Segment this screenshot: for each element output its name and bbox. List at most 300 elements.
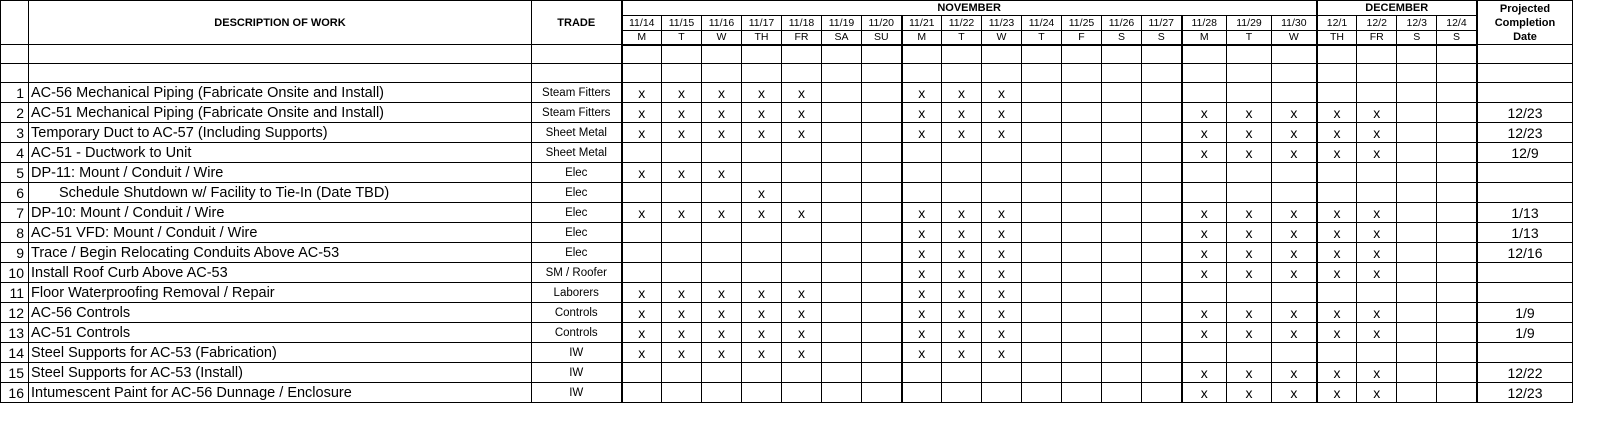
schedule-mark: x bbox=[902, 323, 942, 343]
schedule-mark: x bbox=[742, 303, 782, 323]
date-header: 11/16 bbox=[702, 16, 742, 31]
row-number: 13 bbox=[1, 323, 29, 343]
blank-cell bbox=[662, 45, 702, 64]
schedule-cell bbox=[1022, 263, 1062, 283]
schedule-cell bbox=[822, 323, 862, 343]
day-of-week-header: M bbox=[622, 31, 662, 45]
schedule-cell bbox=[862, 223, 902, 243]
schedule-cell bbox=[862, 183, 902, 203]
schedule-cell bbox=[1227, 343, 1272, 363]
blank-cell bbox=[1182, 45, 1227, 64]
row-number: 16 bbox=[1, 383, 29, 403]
schedule-mark: x bbox=[982, 243, 1022, 263]
schedule-cell bbox=[1437, 143, 1477, 163]
date-header: 11/25 bbox=[1062, 16, 1102, 31]
schedule-mark: x bbox=[902, 343, 942, 363]
schedule-cell bbox=[1062, 323, 1102, 343]
schedule-cell bbox=[1317, 183, 1357, 203]
trade-cell: SM / Roofer bbox=[532, 263, 622, 283]
schedule-mark: x bbox=[1357, 203, 1397, 223]
blank-cell bbox=[862, 64, 902, 83]
table-row bbox=[1, 363, 1573, 383]
schedule-cell bbox=[1142, 163, 1182, 183]
blank-cell bbox=[29, 64, 532, 83]
trade-cell: IW bbox=[532, 343, 622, 363]
schedule-cell bbox=[862, 363, 902, 383]
schedule-mark: x bbox=[982, 323, 1022, 343]
schedule-cell bbox=[1142, 83, 1182, 103]
schedule-mark: x bbox=[782, 323, 822, 343]
schedule-mark: x bbox=[1227, 123, 1272, 143]
blank-cell bbox=[1357, 64, 1397, 83]
schedule-cell bbox=[1102, 383, 1142, 403]
schedule-cell bbox=[1102, 283, 1142, 303]
schedule-cell bbox=[982, 143, 1022, 163]
schedule-mark: x bbox=[942, 323, 982, 343]
schedule-cell bbox=[982, 183, 1022, 203]
schedule-cell bbox=[1437, 223, 1477, 243]
schedule-mark: x bbox=[1272, 103, 1317, 123]
schedule-mark: x bbox=[742, 343, 782, 363]
schedule-cell bbox=[1022, 103, 1062, 123]
day-of-week-header: W bbox=[702, 31, 742, 45]
completion-date bbox=[1477, 343, 1573, 363]
schedule-cell bbox=[822, 183, 862, 203]
schedule-mark: x bbox=[1317, 103, 1357, 123]
blank-cell bbox=[782, 45, 822, 64]
schedule-mark: x bbox=[1182, 123, 1227, 143]
schedule-cell bbox=[622, 223, 662, 243]
blank-cell bbox=[942, 45, 982, 64]
month-header: NOVEMBER bbox=[622, 1, 1317, 16]
projected-header-line: Projected bbox=[1499, 2, 1551, 15]
schedule-mark: x bbox=[942, 103, 982, 123]
blank-cell bbox=[1062, 45, 1102, 64]
schedule-cell bbox=[1397, 383, 1437, 403]
blank-cell bbox=[702, 64, 742, 83]
schedule-cell bbox=[1357, 163, 1397, 183]
projected-completion-header bbox=[1477, 1, 1573, 45]
schedule-cell bbox=[662, 223, 702, 243]
schedule-mark: x bbox=[1182, 303, 1227, 323]
trade-cell: Steam Fitters bbox=[532, 103, 622, 123]
blank-cell bbox=[1227, 64, 1272, 83]
trade-header: TRADE bbox=[532, 1, 622, 45]
schedule-cell bbox=[742, 263, 782, 283]
schedule-cell bbox=[1022, 163, 1062, 183]
work-description: AC-56 Mechanical Piping (Fabricate Onsite and Install) bbox=[29, 83, 532, 103]
blank-cell bbox=[1317, 45, 1357, 64]
schedule-mark: x bbox=[1227, 383, 1272, 403]
schedule-mark: x bbox=[662, 203, 702, 223]
schedule-cell bbox=[782, 363, 822, 383]
row-number: 8 bbox=[1, 223, 29, 243]
schedule-mark: x bbox=[742, 103, 782, 123]
trade-cell: Steam Fitters bbox=[532, 83, 622, 103]
blank-cell bbox=[1272, 64, 1317, 83]
table-row bbox=[1, 263, 1573, 283]
blank-cell bbox=[1437, 64, 1477, 83]
schedule-cell bbox=[1102, 303, 1142, 323]
table-row bbox=[1, 303, 1573, 323]
schedule-cell bbox=[1022, 203, 1062, 223]
schedule-cell bbox=[862, 283, 902, 303]
schedule-cell bbox=[1102, 243, 1142, 263]
day-of-week-header: SU bbox=[862, 31, 902, 45]
schedule-mark: x bbox=[1182, 203, 1227, 223]
blank-cell bbox=[742, 64, 782, 83]
schedule-mark: x bbox=[662, 103, 702, 123]
schedule-mark: x bbox=[782, 303, 822, 323]
schedule-cell bbox=[982, 163, 1022, 183]
schedule-mark: x bbox=[1357, 143, 1397, 163]
schedule-cell bbox=[862, 383, 902, 403]
schedule-mark: x bbox=[1272, 383, 1317, 403]
num-header bbox=[1, 1, 29, 45]
blank-cell bbox=[1022, 64, 1062, 83]
schedule-mark: x bbox=[1182, 323, 1227, 343]
schedule-cell bbox=[1397, 203, 1437, 223]
blank-cell bbox=[1477, 45, 1573, 64]
schedule-mark: x bbox=[702, 283, 742, 303]
schedule-cell bbox=[1022, 223, 1062, 243]
schedule-mark: x bbox=[1317, 123, 1357, 143]
trade-cell: Elec bbox=[532, 183, 622, 203]
schedule-cell bbox=[742, 383, 782, 403]
schedule-mark: x bbox=[702, 203, 742, 223]
schedule-cell bbox=[622, 183, 662, 203]
schedule-cell bbox=[1317, 83, 1357, 103]
schedule-cell bbox=[1397, 283, 1437, 303]
schedule-cell bbox=[1437, 383, 1477, 403]
schedule-cell bbox=[782, 263, 822, 283]
schedule-cell bbox=[782, 183, 822, 203]
schedule-cell bbox=[662, 243, 702, 263]
schedule-cell bbox=[1397, 323, 1437, 343]
row-number: 10 bbox=[1, 263, 29, 283]
row-number: 14 bbox=[1, 343, 29, 363]
schedule-cell bbox=[1397, 243, 1437, 263]
blank-cell bbox=[1357, 45, 1397, 64]
row-number: 2 bbox=[1, 103, 29, 123]
schedule-mark: x bbox=[902, 303, 942, 323]
schedule-cell bbox=[662, 183, 702, 203]
schedule-cell bbox=[1272, 83, 1317, 103]
blank-cell bbox=[702, 45, 742, 64]
schedule-cell bbox=[782, 143, 822, 163]
schedule-cell bbox=[1102, 103, 1142, 123]
schedule-cell bbox=[1062, 223, 1102, 243]
table-row bbox=[1, 203, 1573, 223]
schedule-mark: x bbox=[902, 83, 942, 103]
schedule-cell bbox=[1357, 183, 1397, 203]
schedule-cell bbox=[1397, 143, 1437, 163]
schedule-cell bbox=[742, 163, 782, 183]
date-header: 11/27 bbox=[1142, 16, 1182, 31]
schedule-cell bbox=[1062, 143, 1102, 163]
schedule-mark: x bbox=[622, 283, 662, 303]
blank-cell bbox=[742, 45, 782, 64]
schedule-cell bbox=[862, 303, 902, 323]
schedule-mark: x bbox=[1227, 203, 1272, 223]
schedule-mark: x bbox=[982, 263, 1022, 283]
blank-cell bbox=[942, 64, 982, 83]
day-of-week-header: S bbox=[1437, 31, 1477, 45]
table-row bbox=[1, 83, 1573, 103]
blank-cell bbox=[662, 64, 702, 83]
work-description: AC-51 VFD: Mount / Conduit / Wire bbox=[29, 223, 532, 243]
blank-cell bbox=[822, 45, 862, 64]
schedule-cell bbox=[1397, 103, 1437, 123]
date-header: 11/24 bbox=[1022, 16, 1062, 31]
schedule-mark: x bbox=[1272, 123, 1317, 143]
schedule-cell bbox=[1062, 183, 1102, 203]
schedule-mark: x bbox=[982, 203, 1022, 223]
trade-cell: Laborers bbox=[532, 283, 622, 303]
schedule-mark: x bbox=[622, 103, 662, 123]
date-header: 12/2 bbox=[1357, 16, 1397, 31]
schedule-cell bbox=[1317, 343, 1357, 363]
schedule-mark: x bbox=[942, 83, 982, 103]
completion-date: 1/13 bbox=[1477, 203, 1573, 223]
day-of-week-header: T bbox=[1022, 31, 1062, 45]
schedule-cell bbox=[742, 243, 782, 263]
schedule-mark: x bbox=[702, 343, 742, 363]
schedule-mark: x bbox=[1272, 263, 1317, 283]
schedule-cell bbox=[822, 163, 862, 183]
schedule-cell bbox=[862, 143, 902, 163]
schedule-cell bbox=[1397, 123, 1437, 143]
schedule-cell bbox=[622, 363, 662, 383]
schedule-cell bbox=[1317, 283, 1357, 303]
schedule-mark: x bbox=[942, 223, 982, 243]
schedule-mark: x bbox=[1317, 303, 1357, 323]
schedule-cell bbox=[1182, 283, 1227, 303]
schedule-cell bbox=[622, 383, 662, 403]
schedule-cell bbox=[1142, 343, 1182, 363]
schedule-cell bbox=[1437, 103, 1477, 123]
schedule-cell bbox=[1062, 203, 1102, 223]
table-row bbox=[1, 143, 1573, 163]
schedule-cell bbox=[822, 143, 862, 163]
schedule-cell bbox=[1272, 163, 1317, 183]
schedule-mark: x bbox=[1182, 383, 1227, 403]
trade-cell: Elec bbox=[532, 243, 622, 263]
schedule-mark: x bbox=[1227, 143, 1272, 163]
blank-cell bbox=[1062, 64, 1102, 83]
trade-cell: Elec bbox=[532, 163, 622, 183]
schedule-cell bbox=[822, 83, 862, 103]
schedule-cell bbox=[702, 383, 742, 403]
work-description: DP-10: Mount / Conduit / Wire bbox=[29, 203, 532, 223]
day-of-week-header: W bbox=[982, 31, 1022, 45]
schedule-cell bbox=[862, 323, 902, 343]
schedule-cell bbox=[662, 263, 702, 283]
schedule-cell bbox=[1437, 323, 1477, 343]
date-header: 12/4 bbox=[1437, 16, 1477, 31]
table-row bbox=[1, 223, 1573, 243]
day-of-week-header: T bbox=[942, 31, 982, 45]
schedule-mark: x bbox=[1357, 323, 1397, 343]
completion-date: 12/23 bbox=[1477, 383, 1573, 403]
schedule-mark: x bbox=[1182, 263, 1227, 283]
schedule-cell bbox=[902, 143, 942, 163]
schedule-mark: x bbox=[742, 203, 782, 223]
trade-cell: Controls bbox=[532, 303, 622, 323]
work-description: Intumescent Paint for AC-56 Dunnage / Enclosure bbox=[29, 383, 532, 403]
blank-cell bbox=[822, 64, 862, 83]
work-description: Schedule Shutdown w/ Facility to Tie-In (Date TBD) bbox=[29, 183, 532, 203]
schedule-cell bbox=[1142, 203, 1182, 223]
schedule-mark: x bbox=[662, 283, 702, 303]
trade-cell: IW bbox=[532, 383, 622, 403]
blank-cell bbox=[1397, 45, 1437, 64]
day-of-week-header: T bbox=[1227, 31, 1272, 45]
schedule-cell bbox=[782, 383, 822, 403]
date-header: 11/29 bbox=[1227, 16, 1272, 31]
schedule-cell bbox=[1437, 183, 1477, 203]
schedule-mark: x bbox=[1182, 103, 1227, 123]
schedule-mark: x bbox=[1317, 223, 1357, 243]
schedule-mark: x bbox=[1182, 143, 1227, 163]
schedule-cell bbox=[702, 183, 742, 203]
date-header: 11/30 bbox=[1272, 16, 1317, 31]
schedule-cell bbox=[822, 223, 862, 243]
schedule-cell bbox=[822, 283, 862, 303]
schedule-mark: x bbox=[1317, 243, 1357, 263]
schedule-cell bbox=[1272, 343, 1317, 363]
date-header: 11/18 bbox=[782, 16, 822, 31]
schedule-cell bbox=[1437, 203, 1477, 223]
row-number: 5 bbox=[1, 163, 29, 183]
schedule-mark: x bbox=[1227, 363, 1272, 383]
day-of-week-header: S bbox=[1397, 31, 1437, 45]
schedule-cell bbox=[1182, 83, 1227, 103]
schedule-mark: x bbox=[902, 243, 942, 263]
completion-date: 12/22 bbox=[1477, 363, 1573, 383]
schedule-cell bbox=[822, 123, 862, 143]
schedule-cell bbox=[742, 223, 782, 243]
schedule-mark: x bbox=[902, 263, 942, 283]
schedule-cell bbox=[1102, 203, 1142, 223]
schedule-mark: x bbox=[1272, 303, 1317, 323]
blank-cell bbox=[532, 45, 622, 64]
description-header: DESCRIPTION OF WORK bbox=[29, 1, 532, 45]
schedule-mark: x bbox=[1272, 323, 1317, 343]
schedule-mark: x bbox=[702, 303, 742, 323]
blank-cell bbox=[1142, 64, 1182, 83]
blank-cell bbox=[1142, 45, 1182, 64]
schedule-cell bbox=[1102, 183, 1142, 203]
date-header: 11/23 bbox=[982, 16, 1022, 31]
work-description: Floor Waterproofing Removal / Repair bbox=[29, 283, 532, 303]
work-description: Install Roof Curb Above AC-53 bbox=[29, 263, 532, 283]
schedule-cell bbox=[1182, 163, 1227, 183]
blank-cell bbox=[1102, 64, 1142, 83]
completion-date bbox=[1477, 83, 1573, 103]
schedule-mark: x bbox=[782, 83, 822, 103]
schedule-mark: x bbox=[1317, 143, 1357, 163]
schedule-cell bbox=[822, 243, 862, 263]
table-row bbox=[1, 343, 1573, 363]
schedule-mark: x bbox=[982, 283, 1022, 303]
schedule-cell bbox=[1062, 383, 1102, 403]
schedule-cell bbox=[1142, 243, 1182, 263]
row-number: 4 bbox=[1, 143, 29, 163]
day-of-week-header: W bbox=[1272, 31, 1317, 45]
schedule-mark: x bbox=[702, 83, 742, 103]
schedule-mark: x bbox=[1227, 263, 1272, 283]
schedule-mark: x bbox=[942, 263, 982, 283]
schedule-cell bbox=[782, 223, 822, 243]
schedule-mark: x bbox=[782, 343, 822, 363]
completion-date bbox=[1477, 183, 1573, 203]
schedule-cell bbox=[1357, 83, 1397, 103]
schedule-mark: x bbox=[702, 123, 742, 143]
blank-cell bbox=[1317, 64, 1357, 83]
schedule-cell bbox=[822, 343, 862, 363]
schedule-cell bbox=[1142, 123, 1182, 143]
schedule-mark: x bbox=[1357, 123, 1397, 143]
schedule-cell bbox=[1022, 183, 1062, 203]
schedule-cell bbox=[942, 363, 982, 383]
day-of-week-header: S bbox=[1102, 31, 1142, 45]
day-of-week-header: M bbox=[1182, 31, 1227, 45]
schedule-cell bbox=[942, 163, 982, 183]
schedule-cell bbox=[1062, 243, 1102, 263]
date-header: 11/19 bbox=[822, 16, 862, 31]
table-row bbox=[1, 123, 1573, 143]
schedule-mark: x bbox=[982, 223, 1022, 243]
schedule-cell bbox=[662, 143, 702, 163]
schedule-mark: x bbox=[1272, 223, 1317, 243]
day-of-week-header: TH bbox=[1317, 31, 1357, 45]
blank-cell bbox=[1102, 45, 1142, 64]
schedule-cell bbox=[1142, 363, 1182, 383]
schedule-cell bbox=[1022, 283, 1062, 303]
schedule-cell bbox=[1022, 383, 1062, 403]
blank-cell bbox=[1022, 45, 1062, 64]
schedule-cell bbox=[1437, 243, 1477, 263]
schedule-mark: x bbox=[1227, 323, 1272, 343]
table-row bbox=[1, 323, 1573, 343]
completion-date bbox=[1477, 263, 1573, 283]
schedule-mark: x bbox=[782, 283, 822, 303]
schedule-mark: x bbox=[742, 323, 782, 343]
schedule-mark: x bbox=[1272, 243, 1317, 263]
day-of-week-header: S bbox=[1142, 31, 1182, 45]
schedule-cell bbox=[822, 363, 862, 383]
schedule-mark: x bbox=[902, 283, 942, 303]
schedule-mark: x bbox=[1357, 103, 1397, 123]
schedule-cell bbox=[1022, 323, 1062, 343]
blank-cell bbox=[1182, 64, 1227, 83]
schedule-cell bbox=[1357, 283, 1397, 303]
schedule-mark: x bbox=[1357, 243, 1397, 263]
table-row bbox=[1, 243, 1573, 263]
schedule-cell bbox=[1022, 363, 1062, 383]
schedule-cell bbox=[1227, 183, 1272, 203]
schedule-cell bbox=[1062, 343, 1102, 363]
month-header: DECEMBER bbox=[1317, 1, 1477, 16]
schedule-cell bbox=[1182, 183, 1227, 203]
schedule-cell bbox=[1227, 83, 1272, 103]
schedule-cell bbox=[902, 363, 942, 383]
schedule-cell bbox=[1142, 143, 1182, 163]
completion-date: 1/9 bbox=[1477, 303, 1573, 323]
trade-cell: Sheet Metal bbox=[532, 143, 622, 163]
schedule-cell bbox=[902, 183, 942, 203]
